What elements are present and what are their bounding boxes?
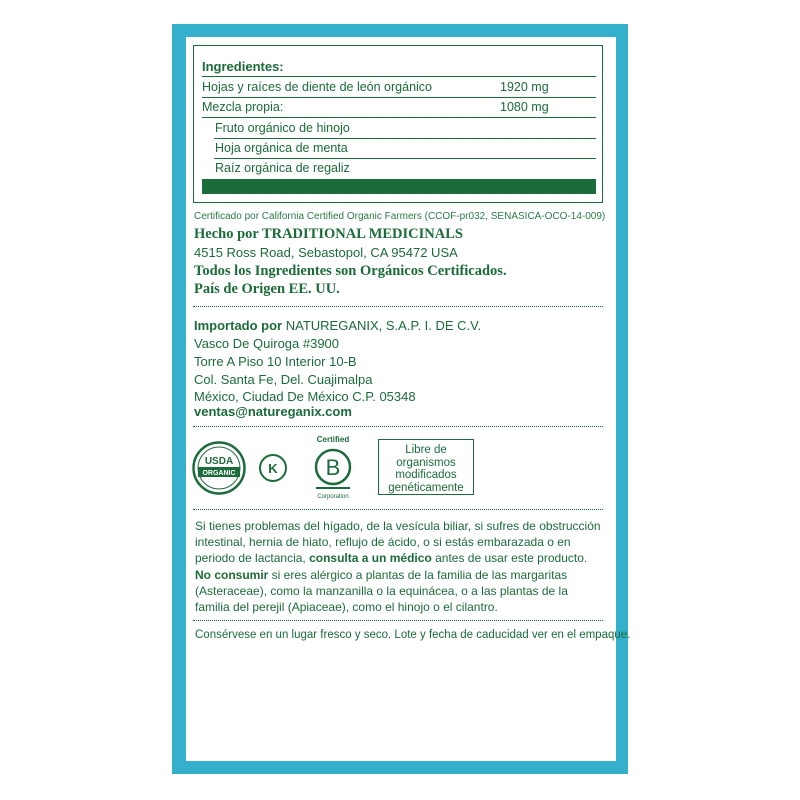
- certified-by-text: Certificado por California Certified Organic Farmers (CCOF-pr032, SENASICA-OCO-14-009): [194, 211, 606, 222]
- bcorp-top-text: Certified: [316, 435, 350, 444]
- dotted-divider: [193, 306, 603, 307]
- bcorp-bottom-text: Corporation: [317, 494, 349, 500]
- all-organic-text: Todos los Ingredientes son Orgánicos Certificados.: [194, 263, 507, 279]
- manufacturer-address: 4515 Ross Road, Sebastopol, CA 95472 USA: [194, 245, 458, 260]
- divider: [202, 97, 596, 98]
- dotted-divider: [193, 509, 603, 510]
- importer-label: Importado por: [194, 318, 283, 333]
- importer-email: ventas@natureganix.com: [194, 404, 352, 419]
- importer-name: NATUREGANIX, S.A.P. I. DE C.V.: [282, 318, 482, 333]
- kosher-k-icon: [259, 454, 287, 482]
- importer-address-line: México, Ciudad De México C.P. 05348: [194, 389, 416, 404]
- made-by-text: Hecho por TRADITIONAL MEDICINALS: [194, 226, 463, 242]
- importer-address-line: Vasco De Quiroga #3900: [194, 336, 340, 351]
- warning-part: Si tienes problemas del hígado, de la vesícula biliar, si sufres de obstrucción intestinal, hernia de hiato, reflujo de ácido, o si estás embarazada o en periodo de lactancia,: [195, 519, 601, 566]
- warning-part: si eres alérgico a plantas de la familia de las margaritas (Asteraceae), como la manzanilla o la equinácea, o a las plantas de la familia del perejil (Apiaceae), como el hinojo o el cilantro.: [195, 567, 568, 615]
- usda-seal-top-text: USDA: [204, 456, 234, 467]
- storage-text: Consérvese en un lugar fresco y seco. Lote y fecha de caducidad ver en el empaque.: [195, 629, 631, 641]
- divider: [202, 117, 596, 118]
- divider: [202, 76, 596, 77]
- kosher-letter: K: [268, 461, 278, 476]
- bcorp-letter: B: [325, 455, 341, 480]
- origin-text: País de Origen EE. UU.: [194, 281, 340, 297]
- usda-organic-seal-icon: [192, 441, 246, 495]
- ingredient-amount: 1920 mg: [500, 80, 549, 94]
- ingredient-name: Hojas y raíces de diente de león orgánico: [202, 80, 433, 94]
- importer-address-line: Torre A Piso 10 Interior 10-B: [194, 354, 357, 369]
- non-gmo-badge: [378, 439, 474, 495]
- warning-text: [195, 518, 605, 615]
- divider: [214, 158, 596, 159]
- gmo-line: genéticamente: [388, 481, 464, 494]
- importer-line: [194, 318, 481, 333]
- gmo-line: organismos: [396, 456, 456, 469]
- warning-part: antes de usar este producto.: [431, 551, 588, 566]
- ingredient-name: Mezcla propia:: [202, 100, 284, 114]
- dotted-divider: [193, 426, 603, 427]
- warning-emphasis: consulta a un médico: [309, 551, 432, 566]
- warning-emphasis: No consumir: [195, 567, 269, 582]
- b-corp-icon: [310, 433, 356, 501]
- dotted-divider: [193, 620, 603, 621]
- divider: [214, 138, 596, 139]
- ingredients-bottom-bar: [202, 179, 596, 194]
- usda-seal-bottom-text: ORGANIC: [202, 470, 236, 477]
- ingredient-subitem: Hoja orgánica de menta: [215, 141, 348, 155]
- ingredient-subitem: Raíz orgánica de regaliz: [215, 161, 350, 175]
- ingredients-title: Ingredientes:: [202, 59, 284, 74]
- ingredient-amount: 1080 mg: [500, 100, 549, 114]
- ingredient-subitem: Fruto orgánico de hinojo: [215, 121, 350, 135]
- gmo-line: Libre de: [405, 444, 447, 456]
- gmo-line: modificados: [395, 469, 457, 481]
- importer-address-line: Col. Santa Fe, Del. Cuajimalpa: [194, 372, 373, 387]
